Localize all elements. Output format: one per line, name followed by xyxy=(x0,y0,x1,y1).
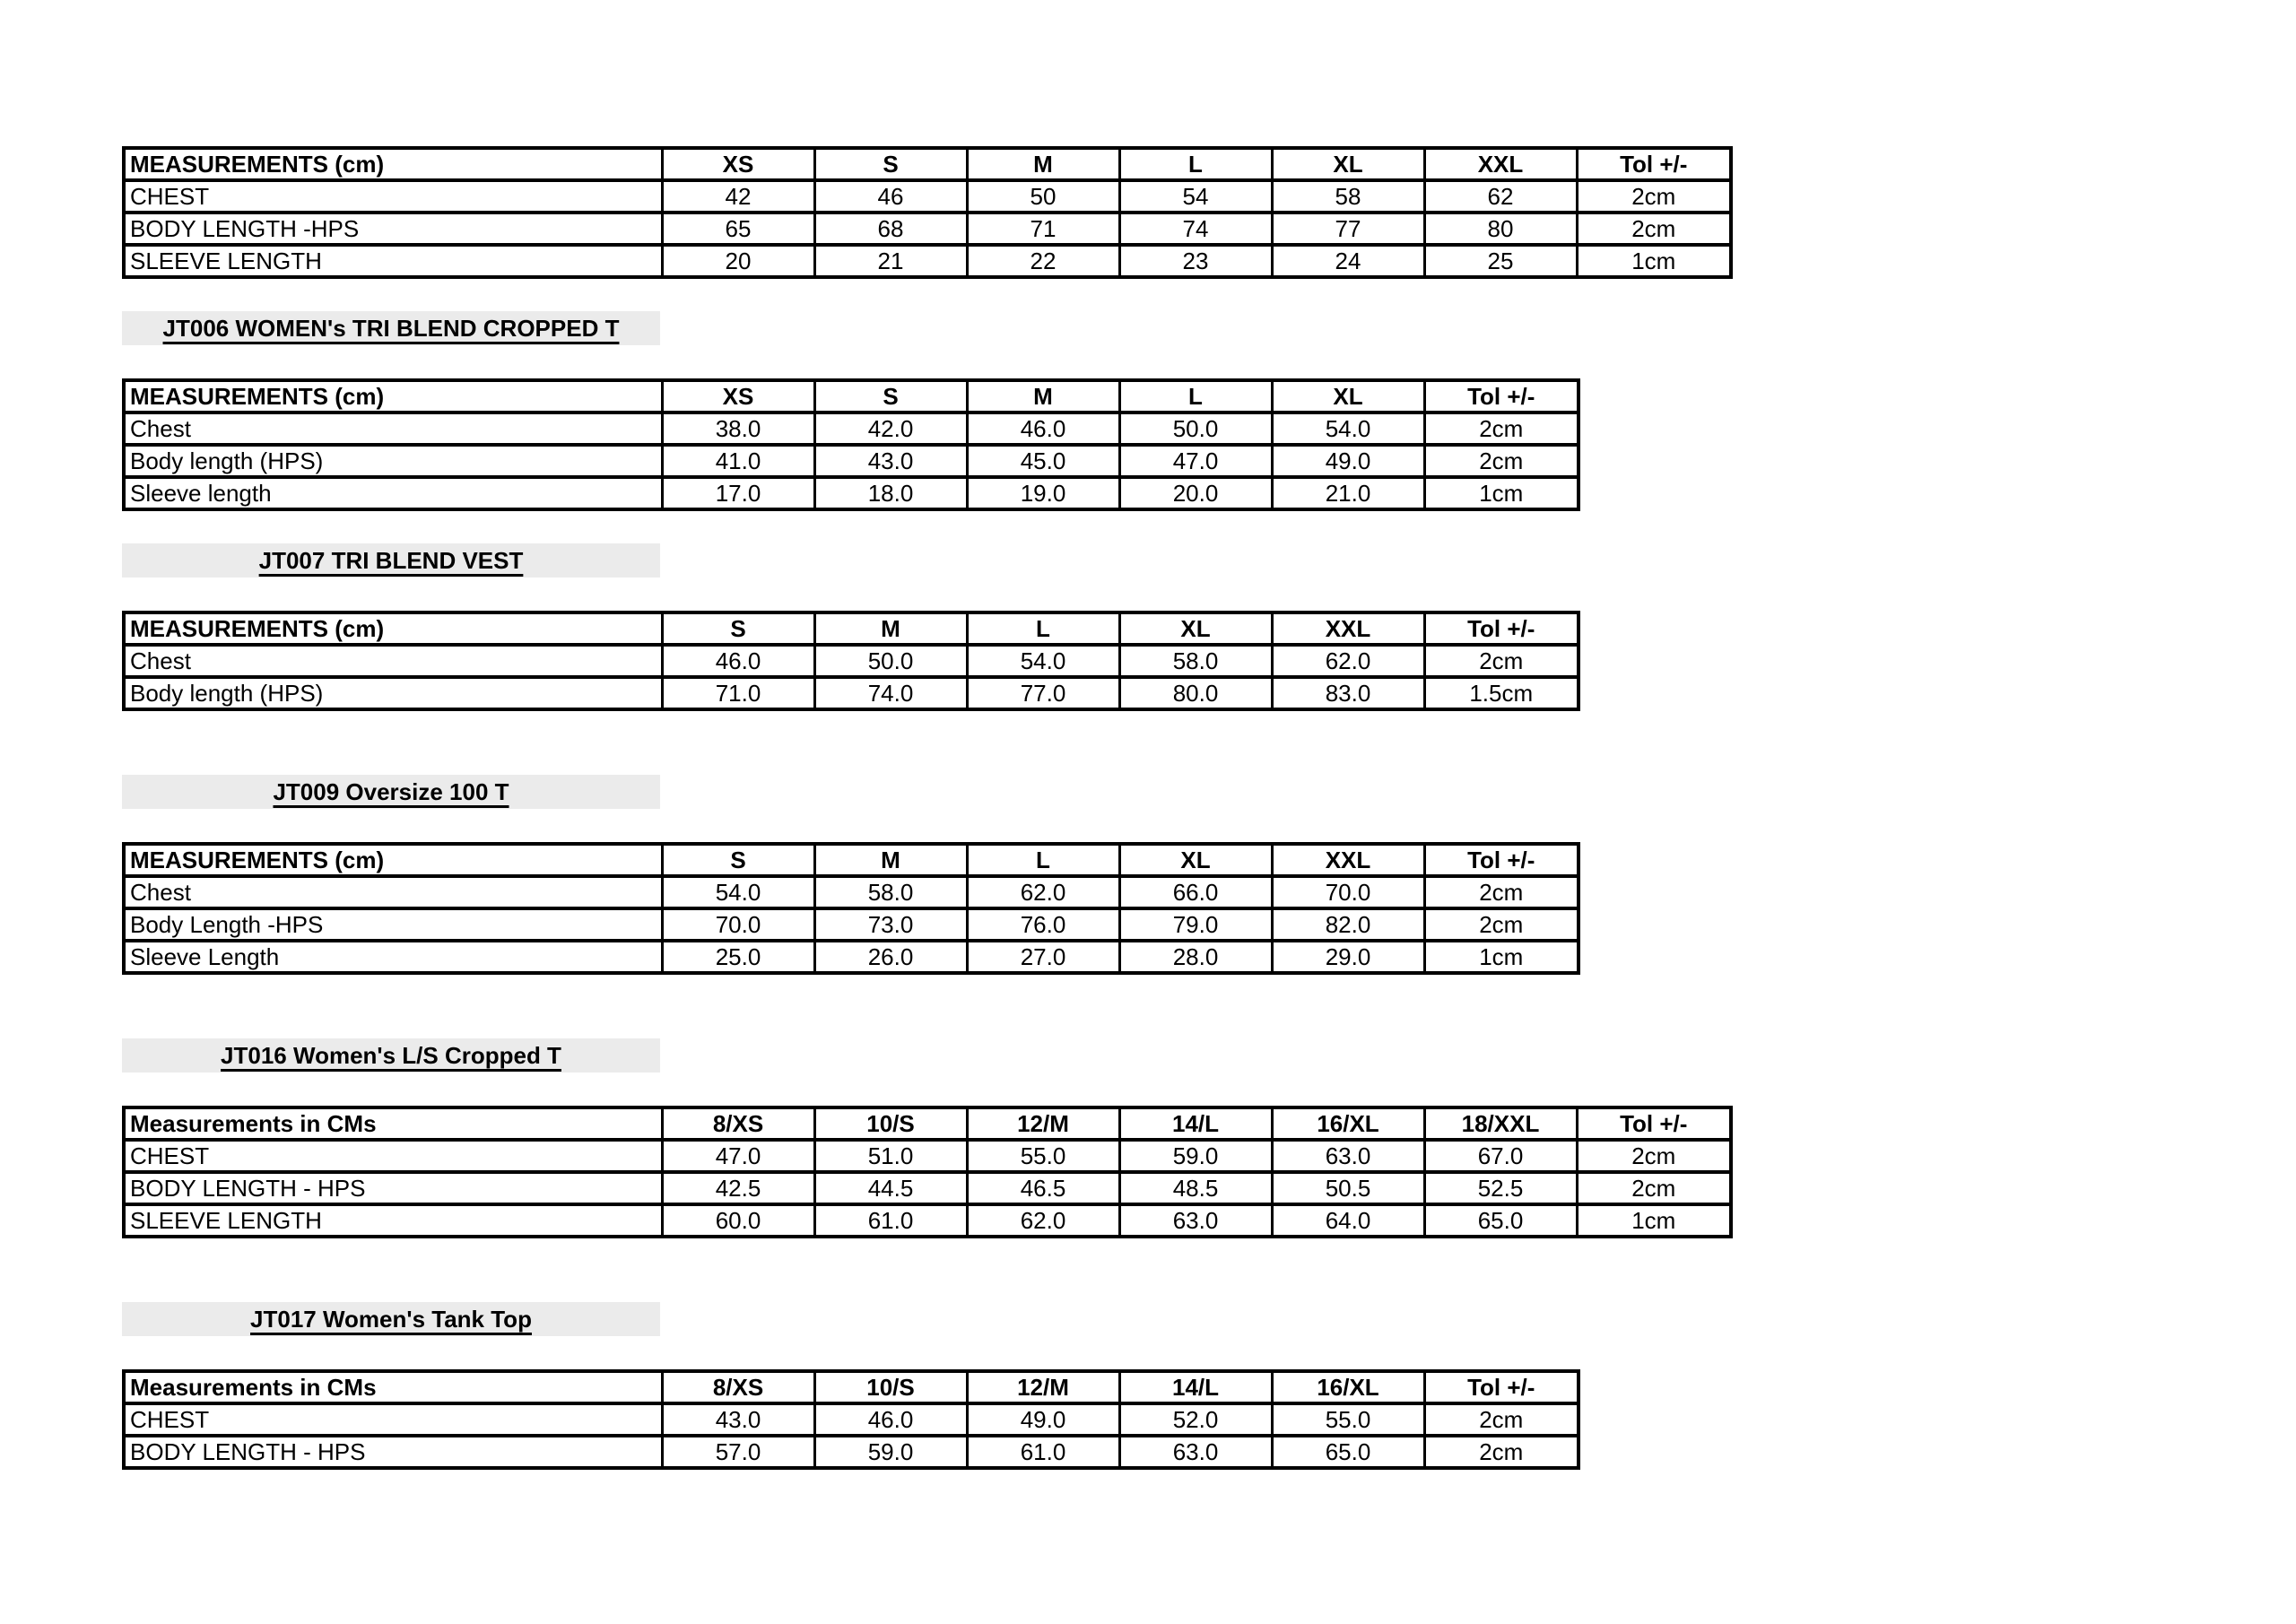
value-cell: 63.0 xyxy=(1119,1436,1272,1468)
column-header: XXL xyxy=(1272,844,1424,876)
value-cell: 58.0 xyxy=(814,876,967,908)
section-title-box xyxy=(122,543,660,578)
section-title-box xyxy=(122,775,660,809)
value-cell: 55.0 xyxy=(1272,1403,1424,1436)
value-cell: 20 xyxy=(662,245,814,277)
value-cell: 65 xyxy=(662,213,814,245)
value-cell: 24 xyxy=(1272,245,1424,277)
column-header: 12/M xyxy=(967,1371,1119,1403)
section-title: JT009 Oversize 100 T xyxy=(273,777,509,805)
column-header: XL xyxy=(1119,844,1272,876)
value-cell: 63.0 xyxy=(1272,1140,1424,1172)
section-title: JT017 Women's Tank Top xyxy=(250,1305,532,1333)
value-cell: 71 xyxy=(967,213,1119,245)
value-cell: 46 xyxy=(814,180,967,213)
size-chart-section xyxy=(122,146,1733,279)
value-cell: 25 xyxy=(1424,245,1577,277)
value-cell: 54 xyxy=(1119,180,1272,213)
table-row xyxy=(124,1403,1578,1436)
value-cell: 2cm xyxy=(1577,180,1731,213)
row-label-cell: BODY LENGTH - HPS xyxy=(124,1436,662,1468)
section-title-box xyxy=(122,311,660,345)
value-cell: 2cm xyxy=(1577,1172,1731,1204)
value-cell: 57.0 xyxy=(662,1436,814,1468)
value-cell: 71.0 xyxy=(662,677,814,709)
column-header: S xyxy=(662,612,814,645)
value-cell: 65.0 xyxy=(1272,1436,1424,1468)
row-label-cell: CHEST xyxy=(124,1140,662,1172)
value-cell: 50.5 xyxy=(1272,1172,1424,1204)
value-cell: 70.0 xyxy=(662,908,814,941)
column-header: Tol +/- xyxy=(1424,380,1578,413)
value-cell: 74 xyxy=(1119,213,1272,245)
row-label-cell: BODY LENGTH - HPS xyxy=(124,1172,662,1204)
column-header: M xyxy=(814,612,967,645)
value-cell: 58.0 xyxy=(1119,645,1272,677)
value-cell: 26.0 xyxy=(814,941,967,973)
section-title: JT006 WOMEN's TRI BLEND CROPPED T xyxy=(162,314,620,342)
column-header: XS xyxy=(662,148,814,180)
size-table xyxy=(122,842,1580,975)
value-cell: 27.0 xyxy=(967,941,1119,973)
column-header: S xyxy=(814,380,967,413)
value-cell: 46.0 xyxy=(967,413,1119,445)
row-label-cell: SLEEVE LENGTH xyxy=(124,245,662,277)
value-cell: 2cm xyxy=(1424,413,1578,445)
table-row xyxy=(124,477,1578,509)
value-cell: 23 xyxy=(1119,245,1272,277)
value-cell: 61.0 xyxy=(967,1436,1119,1468)
value-cell: 50.0 xyxy=(814,645,967,677)
column-header: L xyxy=(1119,148,1272,180)
section-title: JT007 TRI BLEND VEST xyxy=(258,546,524,574)
value-cell: 2cm xyxy=(1424,645,1578,677)
column-header: 14/L xyxy=(1119,1371,1272,1403)
table-row xyxy=(124,413,1578,445)
value-cell: 2cm xyxy=(1424,876,1578,908)
column-header: L xyxy=(967,844,1119,876)
size-table xyxy=(122,378,1580,511)
row-label-cell: Chest xyxy=(124,645,662,677)
value-cell: 61.0 xyxy=(814,1204,967,1237)
value-cell: 62 xyxy=(1424,180,1577,213)
column-header: XS xyxy=(662,380,814,413)
value-cell: 66.0 xyxy=(1119,876,1272,908)
value-cell: 42.5 xyxy=(662,1172,814,1204)
value-cell: 73.0 xyxy=(814,908,967,941)
column-header: Tol +/- xyxy=(1424,844,1578,876)
value-cell: 44.5 xyxy=(814,1172,967,1204)
value-cell: 46.0 xyxy=(662,645,814,677)
value-cell: 1cm xyxy=(1577,245,1731,277)
column-header: L xyxy=(967,612,1119,645)
column-header: XXL xyxy=(1424,148,1577,180)
value-cell: 2cm xyxy=(1577,1140,1731,1172)
table-row xyxy=(124,213,1731,245)
value-cell: 80.0 xyxy=(1119,677,1272,709)
table-row xyxy=(124,1172,1731,1204)
value-cell: 47.0 xyxy=(662,1140,814,1172)
value-cell: 59.0 xyxy=(814,1436,967,1468)
value-cell: 21.0 xyxy=(1272,477,1424,509)
row-label-cell: Sleeve length xyxy=(124,477,662,509)
value-cell: 77.0 xyxy=(967,677,1119,709)
value-cell: 62.0 xyxy=(967,876,1119,908)
section-title-box xyxy=(122,1302,660,1336)
value-cell: 76.0 xyxy=(967,908,1119,941)
table-row xyxy=(124,180,1731,213)
column-header: 16/XL xyxy=(1272,1107,1424,1140)
column-header: 10/S xyxy=(814,1107,967,1140)
value-cell: 42.0 xyxy=(814,413,967,445)
column-header: 8/XS xyxy=(662,1107,814,1140)
value-cell: 49.0 xyxy=(1272,445,1424,477)
table-row xyxy=(124,908,1578,941)
value-cell: 54.0 xyxy=(662,876,814,908)
column-header: 14/L xyxy=(1119,1107,1272,1140)
value-cell: 52.0 xyxy=(1119,1403,1272,1436)
size-chart-section xyxy=(122,775,1733,975)
size-chart-section xyxy=(122,1038,1733,1238)
row-label-cell: SLEEVE LENGTH xyxy=(124,1204,662,1237)
value-cell: 46.0 xyxy=(814,1403,967,1436)
header-row xyxy=(124,148,1731,180)
value-cell: 62.0 xyxy=(967,1204,1119,1237)
column-header: M xyxy=(967,148,1119,180)
column-header: Tol +/- xyxy=(1424,612,1578,645)
value-cell: 55.0 xyxy=(967,1140,1119,1172)
value-cell: 28.0 xyxy=(1119,941,1272,973)
value-cell: 2cm xyxy=(1577,213,1731,245)
column-header: XXL xyxy=(1272,612,1424,645)
value-cell: 68 xyxy=(814,213,967,245)
measurements-header-cell: Measurements in CMs xyxy=(124,1371,662,1403)
table-row xyxy=(124,941,1578,973)
value-cell: 50.0 xyxy=(1119,413,1272,445)
column-header: M xyxy=(814,844,967,876)
header-row xyxy=(124,1371,1578,1403)
column-header: S xyxy=(814,148,967,180)
column-header: S xyxy=(662,844,814,876)
value-cell: 82.0 xyxy=(1272,908,1424,941)
sections-container xyxy=(122,146,1733,1470)
value-cell: 64.0 xyxy=(1272,1204,1424,1237)
column-header: 10/S xyxy=(814,1371,967,1403)
value-cell: 65.0 xyxy=(1424,1204,1577,1237)
table-row xyxy=(124,677,1578,709)
value-cell: 59.0 xyxy=(1119,1140,1272,1172)
value-cell: 54.0 xyxy=(967,645,1119,677)
value-cell: 17.0 xyxy=(662,477,814,509)
value-cell: 20.0 xyxy=(1119,477,1272,509)
value-cell: 77 xyxy=(1272,213,1424,245)
value-cell: 62.0 xyxy=(1272,645,1424,677)
value-cell: 29.0 xyxy=(1272,941,1424,973)
row-label-cell: Sleeve Length xyxy=(124,941,662,973)
table-row xyxy=(124,1204,1731,1237)
value-cell: 25.0 xyxy=(662,941,814,973)
value-cell: 58 xyxy=(1272,180,1424,213)
table-row xyxy=(124,245,1731,277)
column-header: Tol +/- xyxy=(1577,148,1731,180)
column-header: 8/XS xyxy=(662,1371,814,1403)
column-header: M xyxy=(967,380,1119,413)
value-cell: 70.0 xyxy=(1272,876,1424,908)
row-label-cell: BODY LENGTH -HPS xyxy=(124,213,662,245)
value-cell: 74.0 xyxy=(814,677,967,709)
measurements-header-cell: Measurements in CMs xyxy=(124,1107,662,1140)
column-header: Tol +/- xyxy=(1424,1371,1578,1403)
value-cell: 48.5 xyxy=(1119,1172,1272,1204)
size-chart-section xyxy=(122,543,1733,711)
value-cell: 50 xyxy=(967,180,1119,213)
value-cell: 1cm xyxy=(1424,941,1578,973)
row-label-cell: Chest xyxy=(124,876,662,908)
value-cell: 1cm xyxy=(1577,1204,1731,1237)
value-cell: 18.0 xyxy=(814,477,967,509)
value-cell: 54.0 xyxy=(1272,413,1424,445)
table-row xyxy=(124,445,1578,477)
column-header: XL xyxy=(1119,612,1272,645)
value-cell: 1cm xyxy=(1424,477,1578,509)
value-cell: 79.0 xyxy=(1119,908,1272,941)
table-row xyxy=(124,876,1578,908)
value-cell: 2cm xyxy=(1424,1436,1578,1468)
value-cell: 2cm xyxy=(1424,908,1578,941)
measurements-header-cell: MEASUREMENTS (cm) xyxy=(124,612,662,645)
value-cell: 63.0 xyxy=(1119,1204,1272,1237)
row-label-cell: CHEST xyxy=(124,180,662,213)
size-table xyxy=(122,1106,1733,1238)
row-label-cell: Body length (HPS) xyxy=(124,677,662,709)
value-cell: 60.0 xyxy=(662,1204,814,1237)
column-header: 18/XXL xyxy=(1424,1107,1577,1140)
size-table xyxy=(122,611,1580,711)
measurements-header-cell: MEASUREMENTS (cm) xyxy=(124,380,662,413)
header-row xyxy=(124,612,1578,645)
section-title: JT016 Women's L/S Cropped T xyxy=(221,1041,561,1069)
value-cell: 51.0 xyxy=(814,1140,967,1172)
row-label-cell: Body length (HPS) xyxy=(124,445,662,477)
value-cell: 38.0 xyxy=(662,413,814,445)
header-row xyxy=(124,844,1578,876)
table-row xyxy=(124,645,1578,677)
value-cell: 42 xyxy=(662,180,814,213)
size-table xyxy=(122,146,1733,279)
size-chart-section xyxy=(122,311,1733,511)
value-cell: 43.0 xyxy=(662,1403,814,1436)
value-cell: 52.5 xyxy=(1424,1172,1577,1204)
value-cell: 43.0 xyxy=(814,445,967,477)
row-label-cell: Body Length -HPS xyxy=(124,908,662,941)
size-table xyxy=(122,1369,1580,1470)
value-cell: 22 xyxy=(967,245,1119,277)
table-row xyxy=(124,1140,1731,1172)
value-cell: 80 xyxy=(1424,213,1577,245)
value-cell: 67.0 xyxy=(1424,1140,1577,1172)
section-title-box xyxy=(122,1038,660,1073)
value-cell: 21 xyxy=(814,245,967,277)
value-cell: 47.0 xyxy=(1119,445,1272,477)
column-header: XL xyxy=(1272,148,1424,180)
value-cell: 19.0 xyxy=(967,477,1119,509)
value-cell: 2cm xyxy=(1424,1403,1578,1436)
measurements-header-cell: MEASUREMENTS (cm) xyxy=(124,844,662,876)
header-row xyxy=(124,1107,1731,1140)
column-header: XL xyxy=(1272,380,1424,413)
value-cell: 41.0 xyxy=(662,445,814,477)
value-cell: 46.5 xyxy=(967,1172,1119,1204)
measurements-header-cell: MEASUREMENTS (cm) xyxy=(124,148,662,180)
header-row xyxy=(124,380,1578,413)
value-cell: 2cm xyxy=(1424,445,1578,477)
table-row xyxy=(124,1436,1578,1468)
size-chart-section xyxy=(122,1302,1733,1470)
value-cell: 45.0 xyxy=(967,445,1119,477)
column-header: L xyxy=(1119,380,1272,413)
value-cell: 83.0 xyxy=(1272,677,1424,709)
column-header: 16/XL xyxy=(1272,1371,1424,1403)
value-cell: 1.5cm xyxy=(1424,677,1578,709)
column-header: 12/M xyxy=(967,1107,1119,1140)
row-label-cell: Chest xyxy=(124,413,662,445)
column-header: Tol +/- xyxy=(1577,1107,1731,1140)
row-label-cell: CHEST xyxy=(124,1403,662,1436)
value-cell: 49.0 xyxy=(967,1403,1119,1436)
